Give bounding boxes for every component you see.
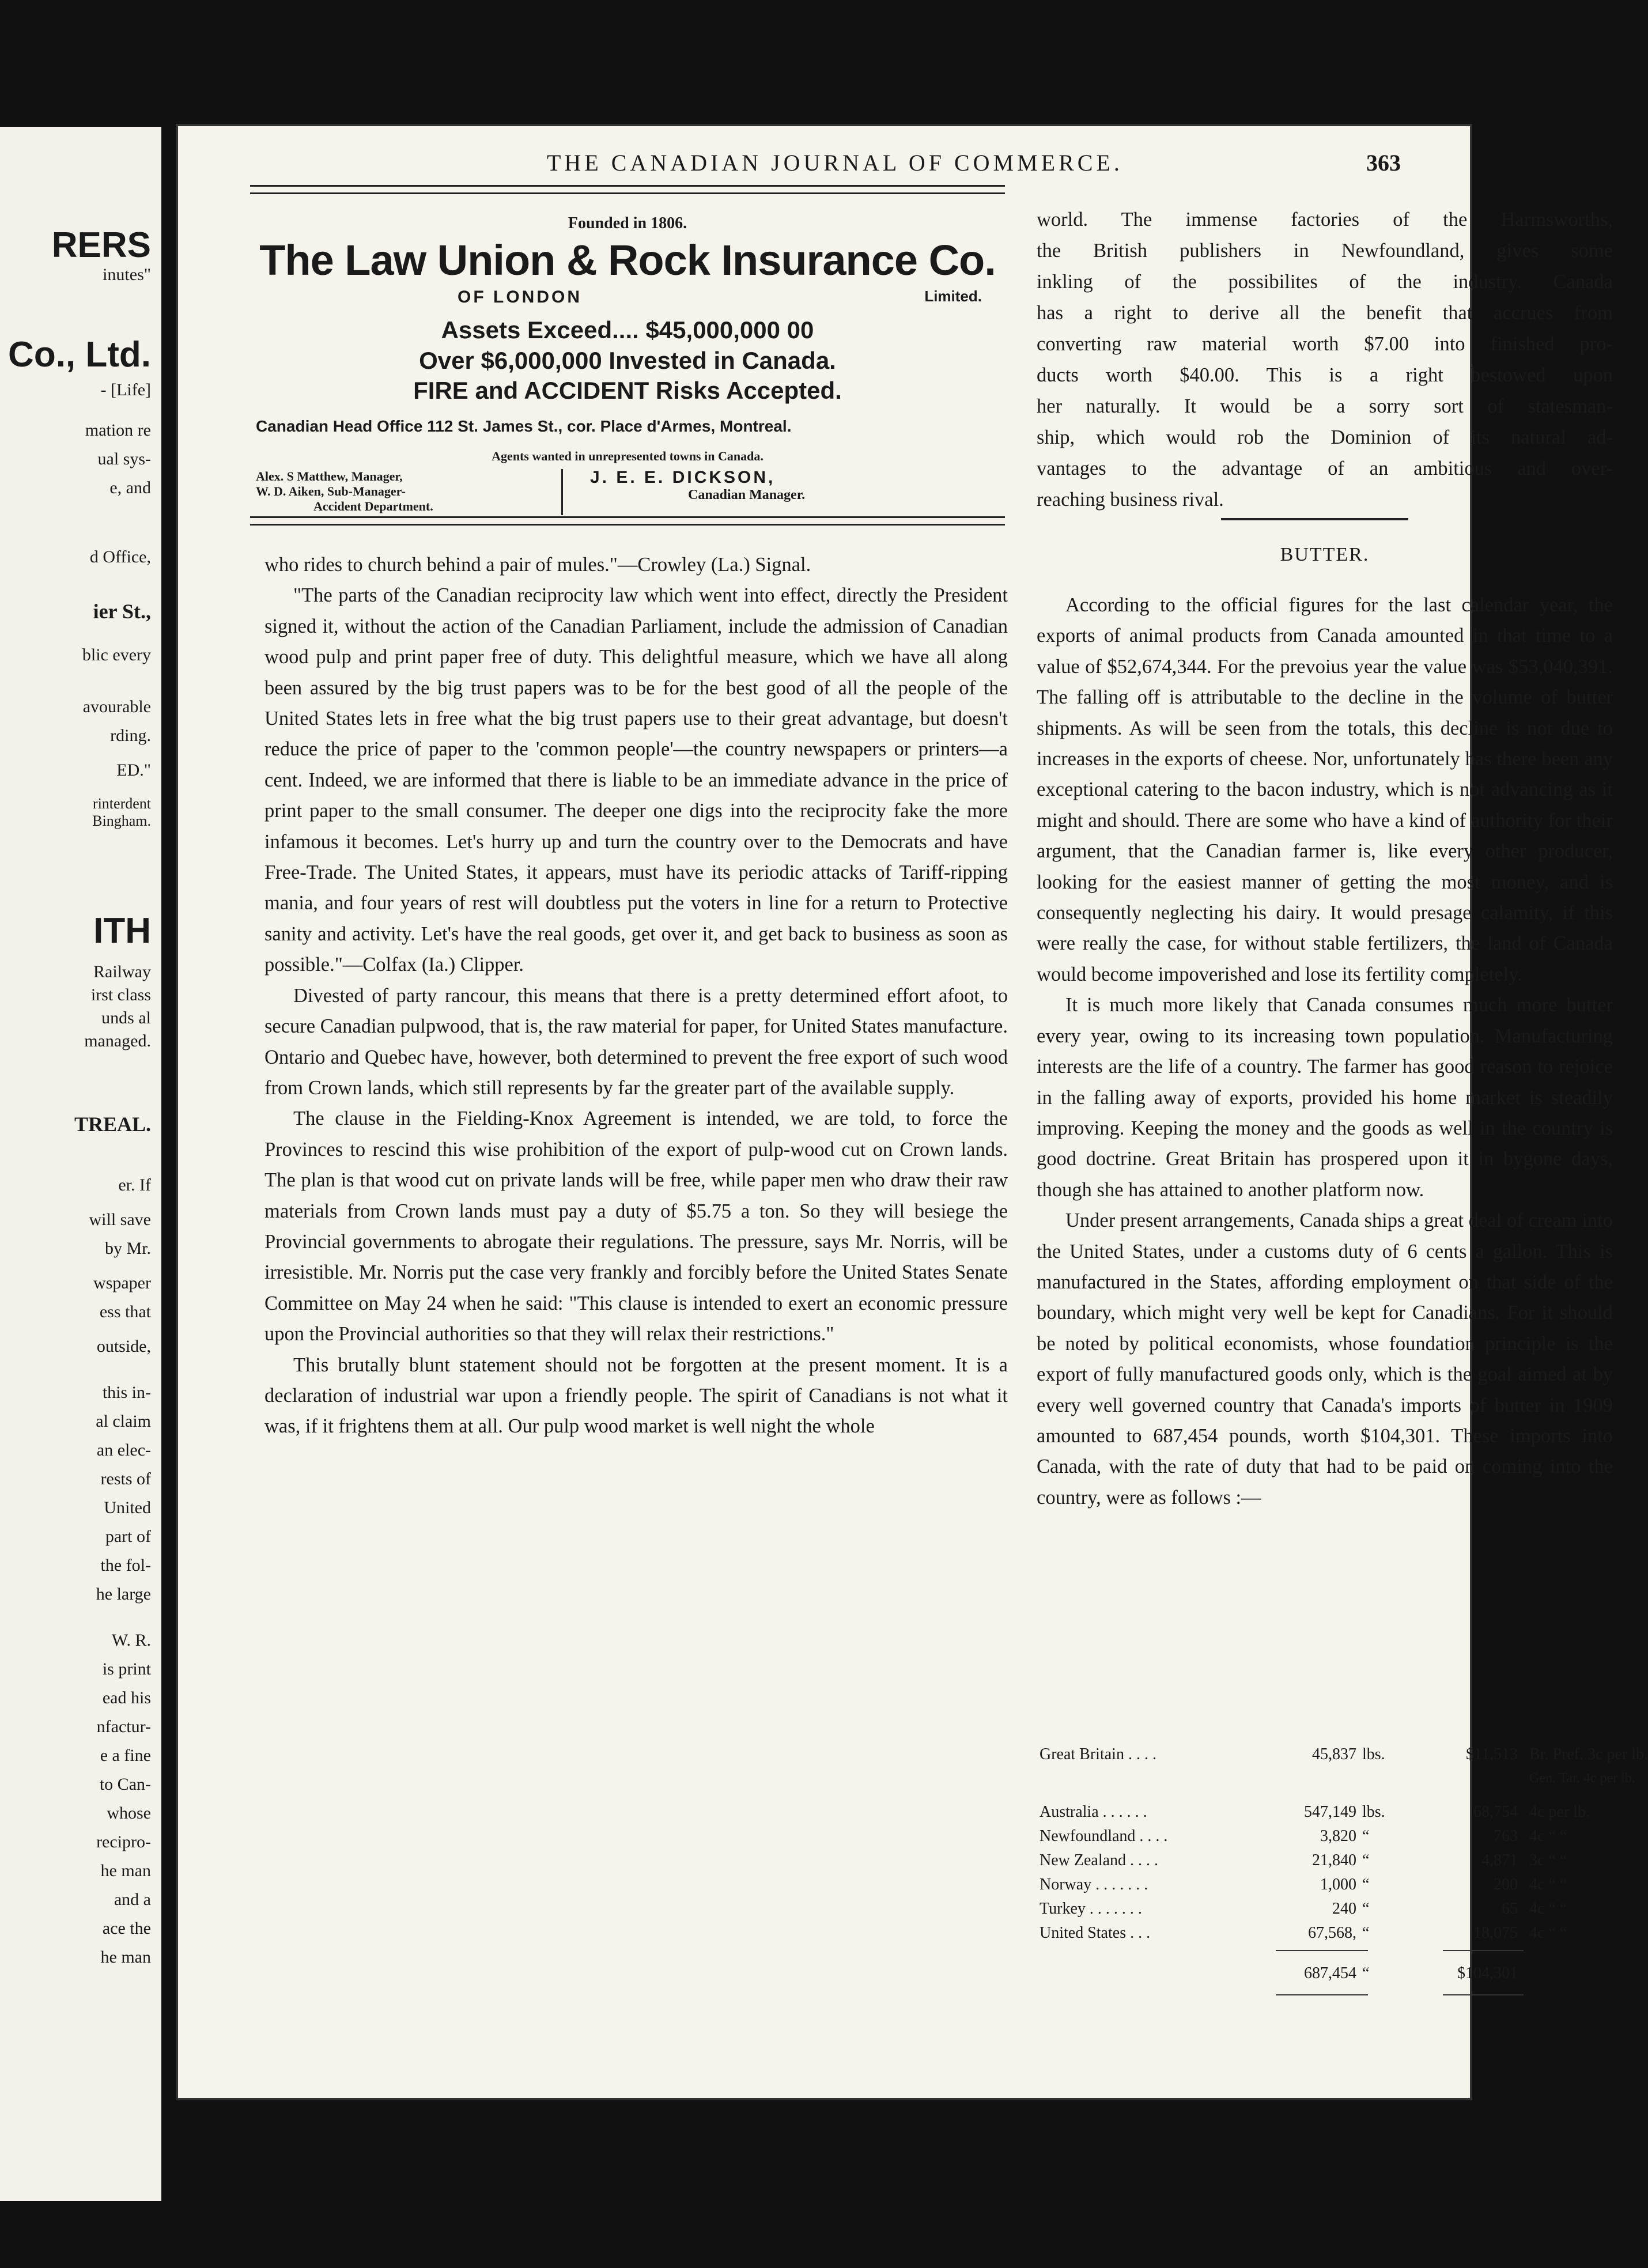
ad-manager-1: Alex. S Matthew, Manager, (256, 469, 403, 483)
table-cell-qty: 45,837 (1312, 1745, 1356, 1763)
bleed-line: d Office, (89, 547, 151, 566)
table-cell-qty: 67,568, (1308, 1924, 1356, 1942)
table-cell-rate: Br. Pref. 3c per lb. (1529, 1745, 1648, 1763)
table-cell-unit: “ (1362, 1924, 1370, 1942)
butter-article (1037, 590, 1613, 1513)
bleed-line: ess that (99, 1302, 151, 1321)
table-cell-value: 68,754 (1473, 1803, 1518, 1821)
text-line: her naturally. It would be a sorry sort of statesman- (1037, 395, 1613, 417)
table-cell-qty: 1,000 (1320, 1876, 1356, 1893)
bleed-line: this in- (102, 1383, 151, 1402)
paragraph: Under present arrangements, Canada ships a great deal of cream into the United States, under a customs duty of 6 cents a gallon. This is manufactured in the States, affording employment on that side of the boundary, which might very well be kept for Canadians. For it should be noted by political economists, whose foundation principle is the export of fully manufactured goods only, which is the goal aimed at by every well governed country that Canada's imports of butter in 1909 amounted to 687,454 pounds, worth $104,301. These imports into Canada, with the rate of duty that had to be paid on coming into the country, were as follows :— (1037, 1209, 1613, 1509)
ad-company-name: The Law Union & Rock Insurance Co. (259, 236, 996, 284)
bleed-line: rests of (100, 1469, 151, 1488)
table-row (1040, 1876, 1616, 1896)
table-row (1040, 1900, 1616, 1921)
bleed-line: - [Life] (100, 380, 151, 399)
table-cell-unit: lbs. (1362, 1745, 1385, 1763)
adjacent-page-bleed (0, 127, 161, 2201)
table-cell-rate: 4c “ “ (1529, 1876, 1567, 1893)
bleed-line: ual sys- (97, 449, 151, 468)
table-total-total_unit: “ (1362, 1964, 1370, 1982)
total-rule (1276, 1950, 1368, 1951)
bleed-line: is print (102, 1660, 151, 1679)
text-line: the British publishers in Newfoundland, gives some (1037, 240, 1613, 262)
table-cell-value: 763 (1494, 1827, 1518, 1845)
bleed-line: by Mr. (104, 1239, 151, 1258)
table-cell-unit: “ (1362, 1900, 1370, 1918)
ad-limited: Limited. (924, 288, 982, 305)
bleed-line: the fol- (100, 1556, 151, 1575)
right-column-continuation (1037, 204, 1613, 515)
text-line: has a right to derive all the benefit that accrues from (1037, 302, 1613, 324)
header-rule (250, 185, 1005, 194)
table-cell-rate: 4c “ “ (1529, 1900, 1567, 1918)
bleed-line: rinterdent (92, 795, 151, 812)
bleed-line: e, and (109, 478, 151, 497)
table-cell-unit: “ (1362, 1827, 1370, 1845)
bleed-line: whose (107, 1804, 151, 1823)
table-cell-unit: “ (1362, 1851, 1370, 1869)
butter-heading: BUTTER. (1280, 544, 1370, 565)
bleed-line: Bingham. (92, 812, 151, 829)
table-row (1040, 1745, 1648, 1766)
bleed-line: wspaper (93, 1273, 151, 1292)
bleed-line: unds al (101, 1008, 151, 1027)
bleed-line: will save (89, 1210, 151, 1229)
paragraph: It is much more likely that Canada consumes much more butter every year, owing to its increasing town population. Manufacturing interests are the life of a country. The farmer has good reason to rejoice in the falling away of exports, provided his home market is steadily improving. Keeping the money and the goods as well in the country is good doctrine. Great Britain has prospered upon it in bygone days, though she has attained to another platform now. (1037, 994, 1613, 1201)
insurance-advertisement (250, 204, 1005, 567)
ad-risks: FIRE and ACCIDENT Risks Accepted. (413, 377, 842, 404)
paragraph: This brutally blunt statement should not be forgotten at the present moment. It is a declaration of industrial war upon a friendly people. The spirit of Canadians is not what it was, if it frightens them at all. Our pulp wood market is well night the whole (264, 1354, 1008, 1438)
paragraph: The clause in the Fielding-Knox Agreement is intended, we are told, to force the Provinces to rescind this wise prohibition of the export of pulp-wood cut on Crown lands. The plan is that wood cut on private lands will be free, while paper men who draw their raw materials from Crown lands must pay a duty of $5.75 a ton. So they will besiege the Provincial governments to abrogate their regulations. The pressure, says Mr. Norris, will be irresistible. Mr. Norris put the case very frankly and forcibly before the United States Senate Committee on May 24 when he said: "This clause is intended to exert an economic pressure upon the Provincial authorities so that they will relax their restrictions." (264, 1107, 1008, 1345)
ad-agents-wanted: Agents wanted in unrepresented towns in Canada. (492, 449, 763, 463)
ad-cman-title: Canadian Manager. (688, 487, 806, 502)
bleed-line: irst class (90, 985, 151, 1004)
bleed-line: RERS (51, 225, 151, 265)
ad-dickson: J. E. E. DICKSON, (590, 468, 776, 487)
table-total-total_qty: 687,454 (1304, 1964, 1356, 1982)
table-cell-rate: 4c “ “ (1529, 1827, 1567, 1845)
table-row (1040, 1924, 1616, 1945)
bleed-line: managed. (84, 1031, 151, 1050)
table-cell-rate: 4c per lb. (1529, 1803, 1590, 1821)
text-line: inkling of the possibilites of the industry. Canada (1037, 271, 1613, 293)
table-cell-unit: lbs. (1362, 1803, 1385, 1821)
bleed-line: er. If (118, 1175, 151, 1195)
table-cell-rate: 3c “ “ (1529, 1851, 1567, 1869)
section-rule (1221, 518, 1408, 520)
ad-invested: Over $6,000,000 Invested in Canada. (419, 347, 836, 374)
bleed-line: al claim (96, 1412, 151, 1431)
table-total-total_value: $104,301 (1457, 1964, 1518, 1982)
table-row (1040, 1803, 1616, 1824)
bleed-line: ier St., (93, 600, 151, 623)
table-cell-qty: 21,840 (1312, 1851, 1356, 1869)
bleed-line: TREAL. (74, 1113, 151, 1136)
table-row (1040, 1771, 1635, 1791)
table-cell-value: 200 (1494, 1876, 1518, 1893)
text-line: vantages to the advantage of an ambitious and over- (1037, 458, 1613, 479)
table-cell-qty: 240 (1332, 1900, 1356, 1918)
table-cell-value: 4,871 (1481, 1851, 1518, 1869)
ad-canadian-manager (573, 468, 976, 503)
bleed-line: part of (105, 1527, 151, 1546)
table-cell-country: Australia . . . . . . (1040, 1803, 1147, 1821)
bleed-line: United (104, 1498, 151, 1517)
bleed-line: W. R. (111, 1631, 151, 1650)
page (176, 124, 1648, 2100)
bleed-line: outside, (96, 1337, 151, 1356)
running-header (178, 149, 1470, 184)
ad-of-london: OF LONDON (458, 288, 582, 307)
ad-manager-3: Accident Department. (313, 499, 433, 513)
bleed-line: mation re (85, 421, 151, 440)
table-cell-country: New Zealand . . . . (1040, 1851, 1159, 1869)
table-cell-country: United States . . . (1040, 1924, 1151, 1942)
table-cell-rate: 4c “ “ (1529, 1924, 1567, 1942)
bleed-line: and a (114, 1890, 151, 1909)
ad-managers (256, 469, 555, 514)
table-row (1040, 1851, 1616, 1872)
ad-head-office: Canadian Head Office 112 St. James St., cor. Place d'Armes, Montreal. (256, 417, 792, 435)
paragraph: "The parts of the Canadian reciprocity law which went into effect, directly the President signed it, without the action of the Canadian Parliament, include the admission of Canadian wood pulp and print paper free of duty. This delightful measure, which we have all along been assured by the big trust papers was to be for the best good of all the people of the United States lets in free what the big trust papers use to their great advantage, but doesn't reduce the price of paper to the 'common people'—the country newspapers or printers—a cent. Indeed, we are informed that there is liable to be an immediate advance in the price of print paper to the small consumer. The deeper one digs into the reciprocity fake the more infamous it becomes. Let's hurry up and turn the country over to the Democrats and have Free-Trade. The United States, it appears, must have its periodic attacks of Tariff-ripping mania, and four years of rest will doubtless put the voters in line for a return to Protective sanity and activity. Let's have the real goods, get over it, and get back to business as soon as possible."—Colfax (Ia.) Clipper. (264, 584, 1008, 976)
table-cell-country: Great Britain . . . . (1040, 1745, 1156, 1763)
bleed-line: rding. (110, 726, 151, 745)
bleed-line: e a fine (100, 1746, 151, 1765)
text-line: ship, which would rob the Dominion of its natural ad- (1037, 426, 1613, 448)
bleed-line: ace the (102, 1919, 151, 1938)
ad-assets: Assets Exceed.... $45,000,000 00 (441, 316, 814, 343)
text-line: world. The immense factories of the Harmsworths, (1037, 209, 1613, 230)
table-cell-rate: Gen. Tar. 4c per lb. (1529, 1771, 1635, 1786)
bleed-line: he man (100, 1861, 151, 1880)
bleed-line: he man (100, 1948, 151, 1967)
bleed-line: recipro- (96, 1832, 151, 1851)
ad-founded: Founded in 1806. (568, 214, 687, 232)
bleed-line: blic every (82, 645, 151, 664)
text-line: ducts worth $40.00. This is a right bestowed upon (1037, 364, 1613, 386)
table-cell-value: 65 (1502, 1900, 1518, 1918)
bleed-line: an elec- (96, 1441, 151, 1460)
bleed-line: to Can- (99, 1775, 151, 1794)
table-cell-value: $11,513 (1466, 1745, 1518, 1763)
ad-manager-2: W. D. Aiken, Sub-Manager- (256, 484, 406, 498)
bleed-line: he large (96, 1585, 151, 1604)
total-rule (1443, 1950, 1524, 1951)
journal-title: THE CANADIAN JOURNAL OF COMMERCE. (547, 150, 1123, 176)
bleed-line: Co., Ltd. (8, 335, 151, 375)
bleed-line: ED." (116, 761, 151, 780)
total-rule (1443, 1994, 1524, 1995)
bleed-line: inutes" (103, 265, 151, 284)
page-number: 363 (1366, 150, 1401, 176)
table-cell-qty: 3,820 (1320, 1827, 1356, 1845)
table-row (1040, 1827, 1616, 1848)
paragraph: who rides to church behind a pair of mules."—Crowley (La.) Signal. (264, 554, 811, 576)
table-total-row (1040, 1964, 1616, 1985)
paragraph: Divested of party rancour, this means that there is a pretty determined effort afoot, to secure Canadian pulpwood, that is, the raw material for paper, for United States manufacture. Ontario and Quebec have, however, both determined to prevent the free export of such wood from Crown lands, which still represents by far the greater part of the available supply. (264, 984, 1008, 1099)
table-cell-country: Norway . . . . . . . (1040, 1876, 1148, 1893)
bleed-line: avourable (82, 697, 151, 716)
table-cell-qty: 547,149 (1304, 1803, 1356, 1821)
table-cell-unit: “ (1362, 1876, 1370, 1893)
bleed-line: Railway (93, 962, 151, 981)
ad-bottom-rule (250, 516, 1005, 526)
ad-divider (561, 469, 563, 515)
paragraph: According to the official figures for the last calendar year, the exports of animal products from Canada amounted in that time to a value of $52,674,344. For the prevoius year the value was $53,040,391. The falling off is attributable to the decline in the volume of butter shipments. As will be seen from the totals, this decline is not due to increases in the exports of cheese. Nor, unfortunately has there been any exceptional catering to the bacon industry, which is not advancing as it might and should. There are some who have a kind of authority for their argument, that the Canadian farmer is, like every other producer, looking for the easiest manner of getting the most money, and is consequently neglecting his dairy. It would presage calamity, if this were really the case, for without stable fertilizers, the land of Canada would become impoverished and lose its fertility completely. (1037, 594, 1613, 985)
bleed-line: ITH (93, 911, 151, 951)
text-line: reaching business rival. (1037, 489, 1224, 511)
table-cell-country: Turkey . . . . . . . (1040, 1900, 1142, 1918)
left-column (264, 550, 1008, 1442)
table-cell-value: 18,075 (1473, 1924, 1518, 1942)
text-line: converting raw material worth $7.00 into finished pro- (1037, 333, 1613, 355)
total-rule (1276, 1994, 1368, 1995)
table-cell-country: Newfoundland . . . . (1040, 1827, 1168, 1845)
bleed-line: ead his (102, 1688, 151, 1707)
bleed-line: nfactur- (96, 1717, 151, 1736)
